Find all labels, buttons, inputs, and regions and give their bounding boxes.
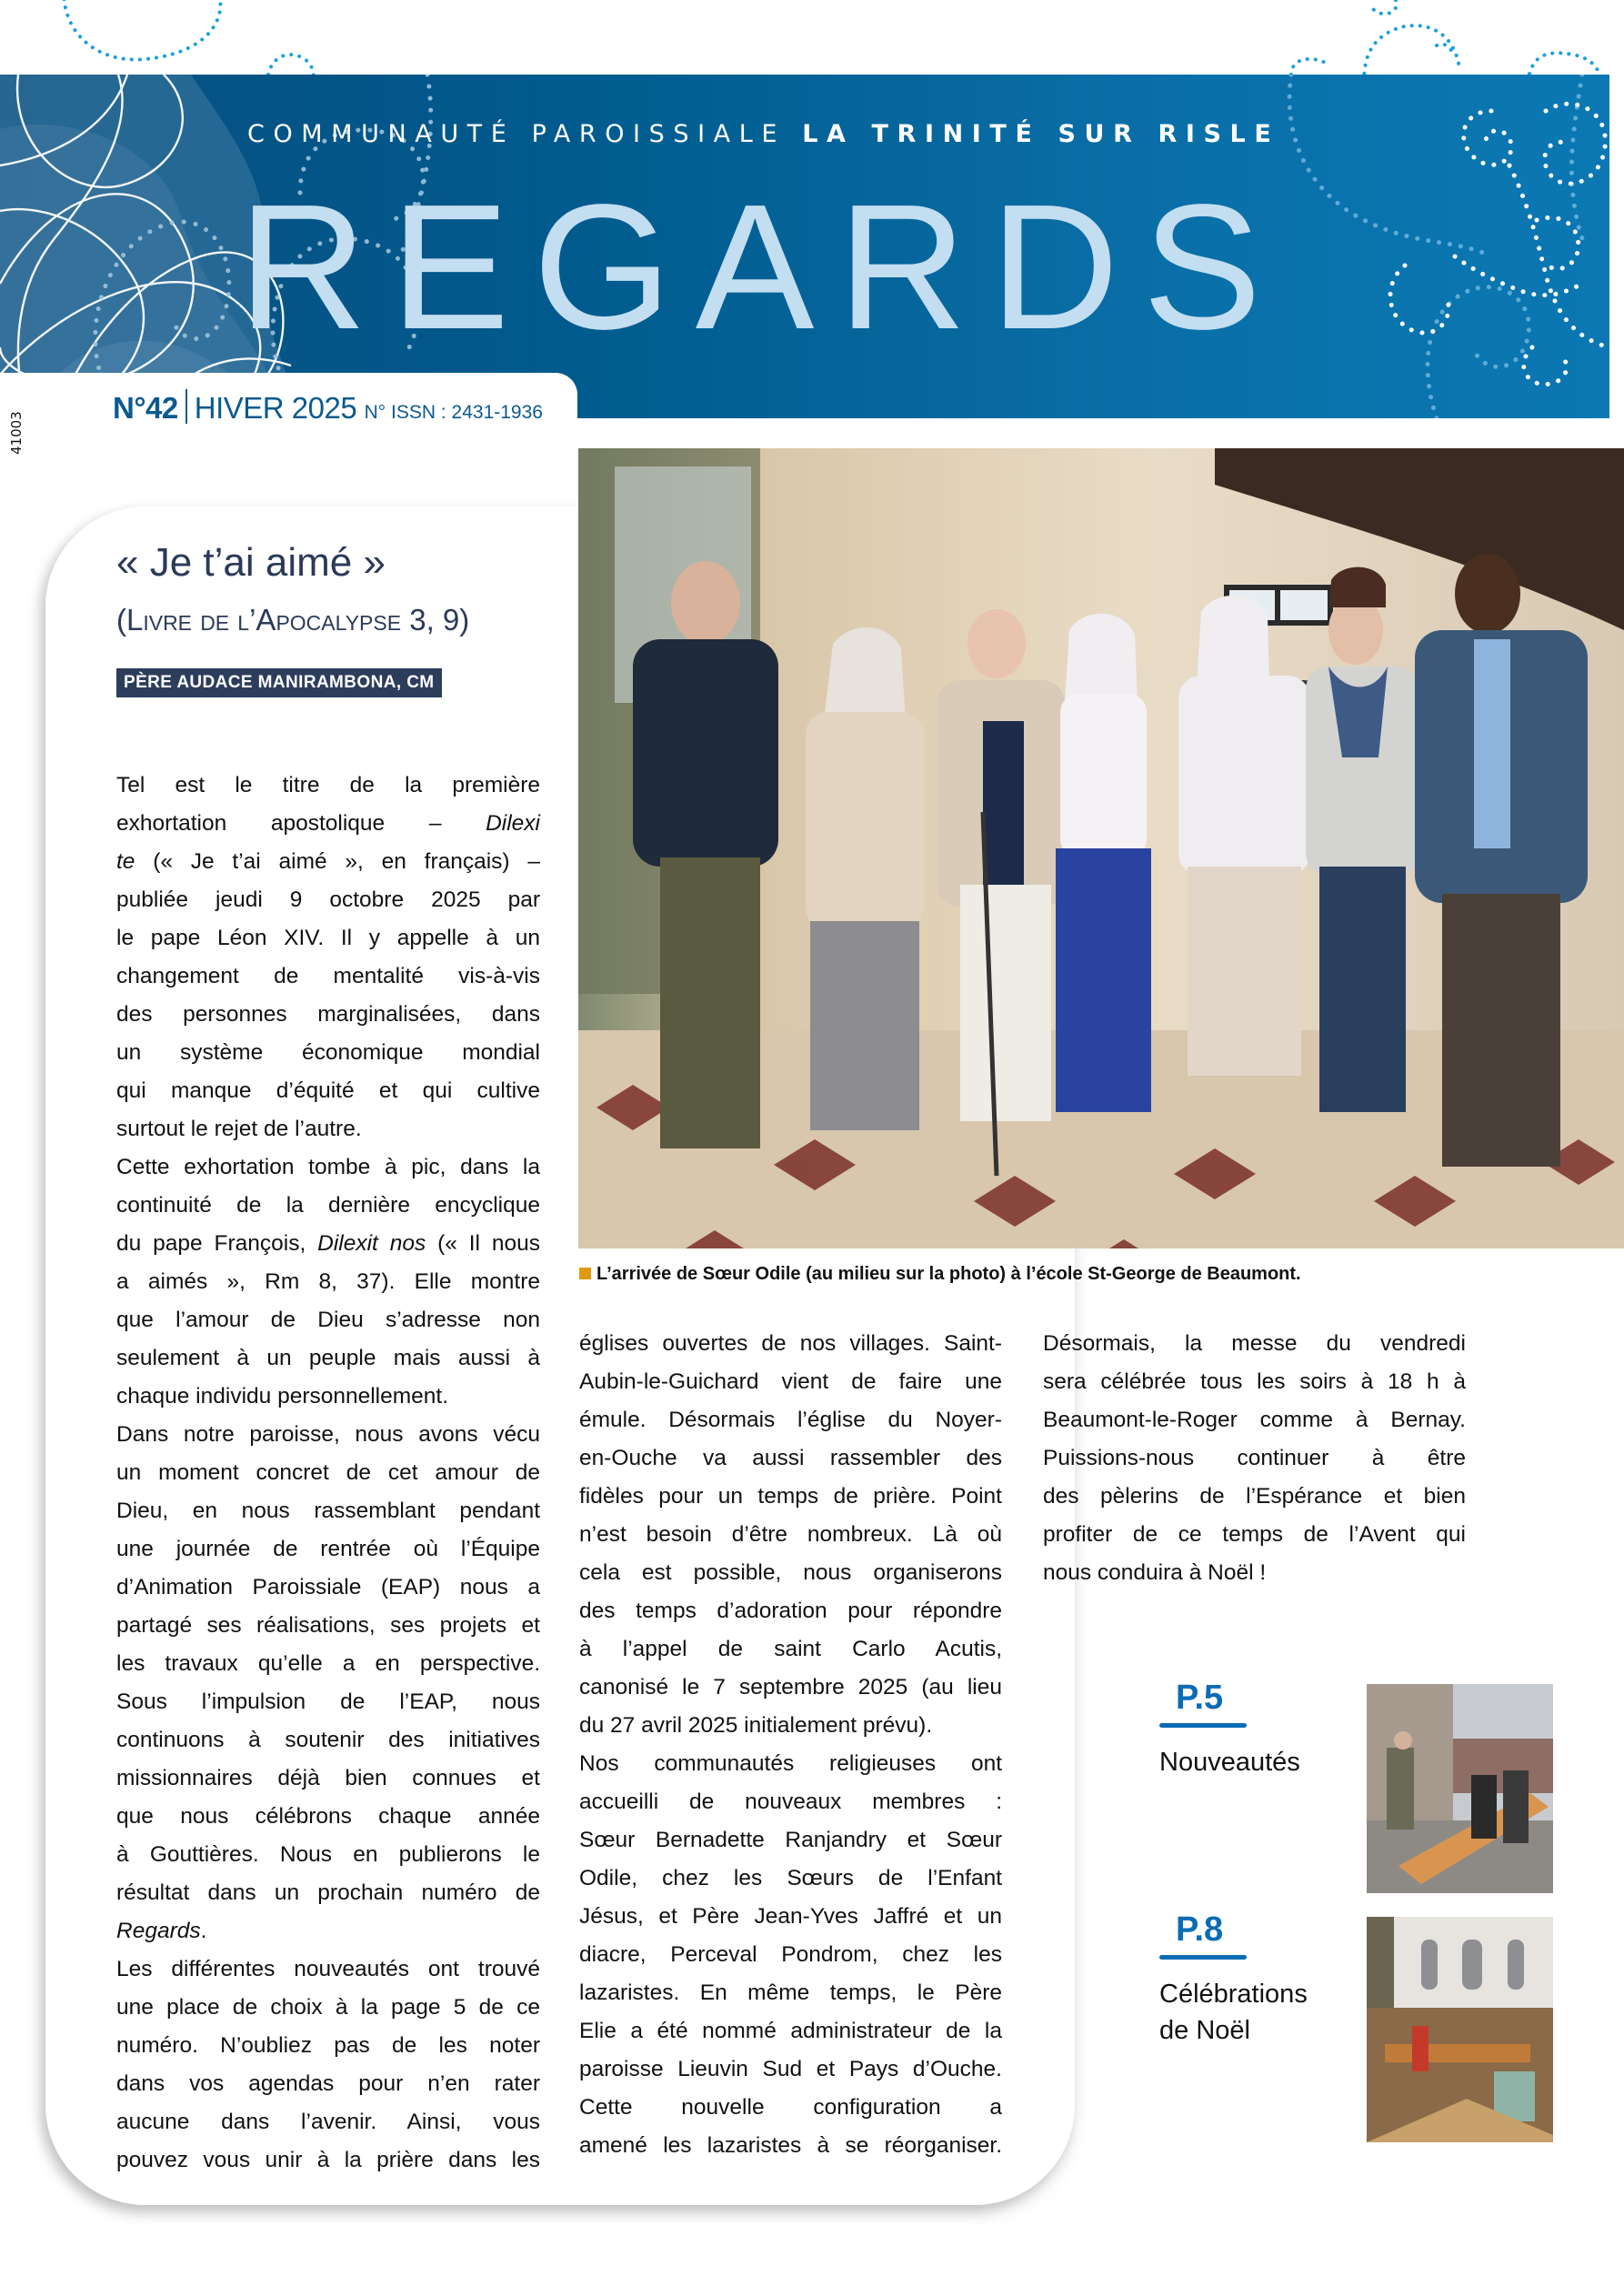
text-line: des pèlerins de l’Espérance et bien — [1043, 1484, 1466, 1509]
teaser-page-number: P.8 — [1176, 1910, 1224, 1949]
teaser-label — [1159, 1976, 1350, 2049]
text-line: amené les lazaristes à se réorganiser. — [579, 2133, 1002, 2158]
parish-subtitle — [247, 120, 1279, 149]
text-line: Dieu, en nous rassemblant pendant — [116, 1499, 540, 1523]
caption-marker-icon — [579, 1268, 591, 1279]
text-line: Regards. — [116, 1919, 207, 1943]
article-column-3 — [1043, 1325, 1466, 1592]
text-line: lazaristes. En même temps, le Père — [579, 1980, 1002, 2005]
teaser-page-5[interactable] — [1159, 1678, 1350, 1780]
issn: N° ISSN : 2431-1936 — [364, 402, 543, 423]
text-line: Puissions-nous continuer à être — [1043, 1446, 1466, 1470]
group-photo — [578, 448, 1624, 1248]
church-nativity-image — [1367, 1917, 1553, 2142]
group-photo-illustration — [578, 448, 1624, 1248]
text-line: Cette exhortation tombe à pic, dans la — [116, 1155, 540, 1179]
text-line: te (« Je t’ai aimé », en français) – — [116, 849, 540, 874]
text-line: du 27 avril 2025 initialement prévu). — [579, 1713, 933, 1738]
text-line: résultat dans un prochain numéro de — [116, 1880, 540, 1905]
text-line: chaque individu personnellement. — [116, 1384, 449, 1409]
teaser-label-line2: de Noël — [1159, 2016, 1250, 2045]
text-line: des temps d’adoration pour répondre — [579, 1599, 1002, 1623]
text-line: publiée jeudi 9 octobre 2025 par — [116, 887, 540, 912]
text-line: du pape François, Dilexit nos (« Il nous — [116, 1231, 540, 1256]
teaser-label: Nouveautés — [1159, 1748, 1300, 1777]
teaser-rule — [1159, 1955, 1247, 1960]
subtitle-community: COMMUNAUTÉ PAROISSIALE — [247, 120, 787, 148]
text-line: une place de choix à la page 5 de ce — [116, 1995, 540, 2020]
masthead-title: REGARDS — [238, 167, 1286, 366]
text-line: aucune dans l’avenir. Ainsi, vous — [116, 2110, 540, 2134]
text-line: Les différentes nouveautés ont trouvé — [116, 1957, 540, 1981]
text-line: missionnaires déjà bien connues et — [116, 1766, 540, 1790]
teaser-page-8[interactable] — [1159, 1910, 1350, 2049]
text-line: Nos communautés religieuses ont — [579, 1751, 1002, 1776]
text-line: partagé ses réalisations, ses projets et — [116, 1613, 540, 1638]
text-line: Sœur Bernadette Ranjandry et Sœur — [579, 1828, 1002, 1852]
text-line: que nous célébrons chaque année — [116, 1804, 540, 1829]
outdoor-market-image — [1367, 1684, 1553, 1893]
text-line: fidèles pour un temps de prière. Point — [579, 1484, 1002, 1509]
text-line: diacre, Perceval Pondrom, chez les — [579, 1942, 1002, 1967]
text-line: Jésus, et Père Jean-Yves Jaffré et un — [579, 1904, 1002, 1929]
text-line: accueilli de nouveaux membres : — [579, 1790, 1002, 1814]
text-line: changement de mentalité vis-à-vis — [116, 964, 540, 988]
subtitle-parish-name: LA TRINITÉ SUR RISLE — [802, 120, 1280, 148]
teaser-page-number: P.5 — [1176, 1679, 1224, 1717]
text-line: une journée de rentrée où l’Équipe — [116, 1537, 540, 1561]
text-line: pouvez vous unir à la prière dans les — [116, 2148, 540, 2172]
text-line: nous conduira à Noël ! — [1043, 1560, 1267, 1585]
text-line: Odile, chez les Sœurs de l’Enfant — [579, 1866, 1002, 1890]
text-line: un moment concret de cet amour de — [116, 1460, 540, 1485]
author-byline: PÈRE AUDACE MANIRAMBONA, CM — [116, 668, 442, 697]
text-line: à l’appel de saint Carlo Acutis, — [579, 1637, 1002, 1661]
text-line: a aimés », Rm 8, 37). Elle montre — [116, 1269, 540, 1294]
issue-number: N°42 — [113, 391, 178, 425]
text-line: paroisse Lieuvin Sud et Pays d’Ouche. — [579, 2057, 1002, 2081]
issue-season: HIVER 2025 — [194, 391, 357, 425]
text-line: le pape Léon XIV. Il y appelle à un — [116, 926, 540, 950]
text-line: Tel est le titre de la première — [116, 773, 540, 797]
side-code: 41003 — [8, 411, 25, 455]
text-line: dans vos agendas pour n’en rater — [116, 2071, 540, 2096]
text-line: cela est possible, nous organiserons — [579, 1560, 1002, 1585]
decorative-dots-top — [0, 0, 1624, 82]
text-line: surtout le rejet de l’autre. — [116, 1117, 362, 1141]
article-reference: (Livre de l’Apocalypse 3, 9) — [116, 603, 470, 637]
text-line: canonisé le 7 septembre 2025 (au lieu — [579, 1675, 1002, 1699]
teaser-thumbnail-noel[interactable] — [1367, 1917, 1553, 2142]
text-line: n’est besoin d’être nombreux. Là où — [579, 1522, 1002, 1547]
text-line: des personnes marginalisées, dans — [116, 1002, 540, 1027]
text-line: exhortation apostolique – Dilexi — [116, 811, 540, 836]
text-line: Sous l’impulsion de l’EAP, nous — [116, 1689, 540, 1714]
photo-caption — [579, 1262, 1616, 1286]
article-column-2 — [579, 1325, 1002, 2165]
teaser-rule — [1159, 1723, 1247, 1728]
text-line: profiter de ce temps de l’Avent qui — [1043, 1522, 1466, 1547]
text-line: Désormais, la messe du vendredi — [1043, 1331, 1466, 1356]
text-line: continuons à soutenir des initiatives — [116, 1728, 540, 1752]
article-column-1 — [116, 767, 540, 2180]
text-line: Dans notre paroisse, nous avons vécu — [116, 1422, 540, 1447]
text-line: d’Animation Paroissiale (EAP) nous a — [116, 1575, 540, 1599]
text-line: que l’amour de Dieu s’adresse non — [116, 1308, 540, 1332]
text-line: les travaux qu’elle a en perspective. — [116, 1651, 540, 1676]
text-line: un système économique mondial — [116, 1040, 540, 1065]
teaser-label-line1: Célébrations — [1159, 1980, 1308, 2009]
text-line: qui manque d’équité et qui cultive — [116, 1078, 540, 1103]
text-line: Aubin-le-Guichard vient de faire une — [579, 1369, 1002, 1394]
caption-text: L’arrivée de Sœur Odile (au milieu sur la photo) à l’école St-George de Beaumont. — [596, 1264, 1301, 1284]
text-line: continuité de la dernière encyclique — [116, 1193, 540, 1218]
text-line: émule. Désormais l’église du Noyer- — [579, 1408, 1002, 1432]
issue-divider — [185, 389, 187, 424]
text-line: Beaumont-le-Roger comme à Bernay. — [1043, 1408, 1466, 1432]
text-line: sera célébrée tous les soirs à 18 h à — [1043, 1369, 1466, 1394]
issue-info — [113, 389, 543, 433]
masthead-banner — [0, 75, 1609, 418]
text-line: Cette nouvelle configuration a — [579, 2095, 1002, 2120]
text-line: églises ouvertes de nos villages. Saint- — [579, 1331, 1002, 1356]
teaser-thumbnail-nouveautes[interactable] — [1367, 1684, 1553, 1893]
text-line: numéro. N’oubliez pas de les noter — [116, 2033, 540, 2058]
text-line: à Gouttières. Nous en publierons le — [116, 1842, 540, 1867]
article-title: « Je t’ai aimé » — [116, 540, 386, 585]
text-line: seulement à un peuple mais aussi à — [116, 1346, 540, 1370]
text-line: Elie a été nommé administrateur de la — [579, 2019, 1002, 2043]
text-line: en-Ouche va aussi rassembler des — [579, 1446, 1002, 1470]
